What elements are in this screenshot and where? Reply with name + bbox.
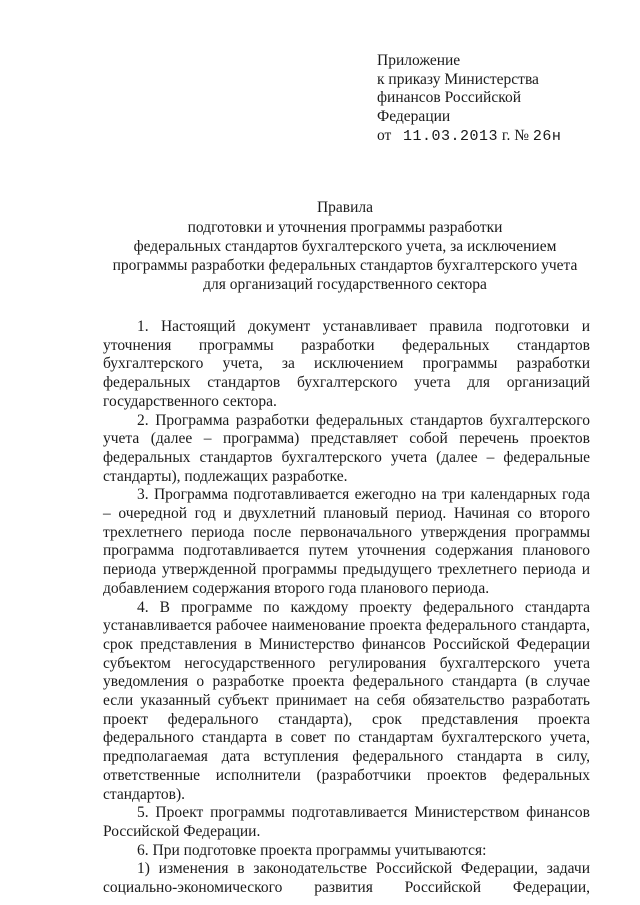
paragraph-5: 5. Проект программы подготавливается Министерством финансов Российской Федерации.: [103, 804, 590, 840]
date-suffix: г. №: [501, 127, 529, 144]
title-line-4: для организаций государственного сектора: [203, 276, 487, 293]
title-line-1: подготовки и уточнения программы разработки: [187, 219, 503, 236]
appendix-date-line: [377, 127, 617, 147]
date-prefix: от: [377, 127, 392, 144]
appendix-line-3: финансов Российской: [377, 89, 522, 106]
paragraph-7: 1) изменения в законодательстве Российской Федерации, задачи социально-экономического развития Российской Федерации,: [103, 860, 590, 897]
appendix-line-2: к приказу Министерства: [377, 70, 539, 88]
title-line-3: программы разработки федеральных стандартов бухгалтерского учета: [112, 257, 578, 274]
appendix-line-4: Федерации: [377, 107, 451, 125]
document-title: [100, 198, 590, 294]
appendix-line-1: Приложение: [377, 52, 461, 69]
paragraph-2: 2. Программа разработки федеральных стандартов бухгалтерского учета (далее – программа) представляет собой перечень проектов федеральных стандартов бухгалтерского учета (далее – федеральные стандарты), подлежащих разработке.: [103, 411, 590, 485]
order-number: 26н: [532, 128, 562, 145]
order-date: 11.03.2013: [402, 128, 498, 145]
document-body: [103, 318, 590, 898]
appendix-header: [377, 52, 617, 147]
title-line-2: федеральных стандартов бухгалтерского учета, за исключением: [133, 238, 557, 255]
paragraph-4: 4. В программе по каждому проекту федерального стандарта устанавливается рабочее наименование проекта федерального стандарта, срок представления в Министерство финансов Российской Федерации субъектом негосударственного регулирования бухгалтерского учета уведомления о разработке проекта федерального стандарта (в случае если указанный субъект принимает на себя обязательство разработать проект федерального стандарта), срок представления проекта федерального стандарта в совет по стандартам бухгалтерского учета, предполагаемая дата вступления федерального стандарта в силу, ответственные исполнители (разработчики проектов федеральных стандартов).: [103, 598, 590, 803]
paragraph-1: 1. Настоящий документ устанавливает правила подготовки и уточнения программы разработки федеральных стандартов бухгалтерского учета, за исключением программы разработки федеральных стандартов бухгалтерского учета для организаций государственного сектора.: [103, 318, 590, 410]
paragraph-3: 3. Программа подготавливается ежегодно на три календарных года – очередной год и двухлетний плановый период. Начиная со второго трехлетнего периода после первоначального утверждения программы программа подготавливается путем уточнения содержания планового периода утвержденной программы предыдущего трехлетнего периода и добавлением содержания второго года планового периода.: [103, 486, 590, 597]
title-main: Правила: [316, 199, 374, 216]
paragraph-6: 6. При подготовке проекта программы учитываются:: [137, 841, 487, 859]
